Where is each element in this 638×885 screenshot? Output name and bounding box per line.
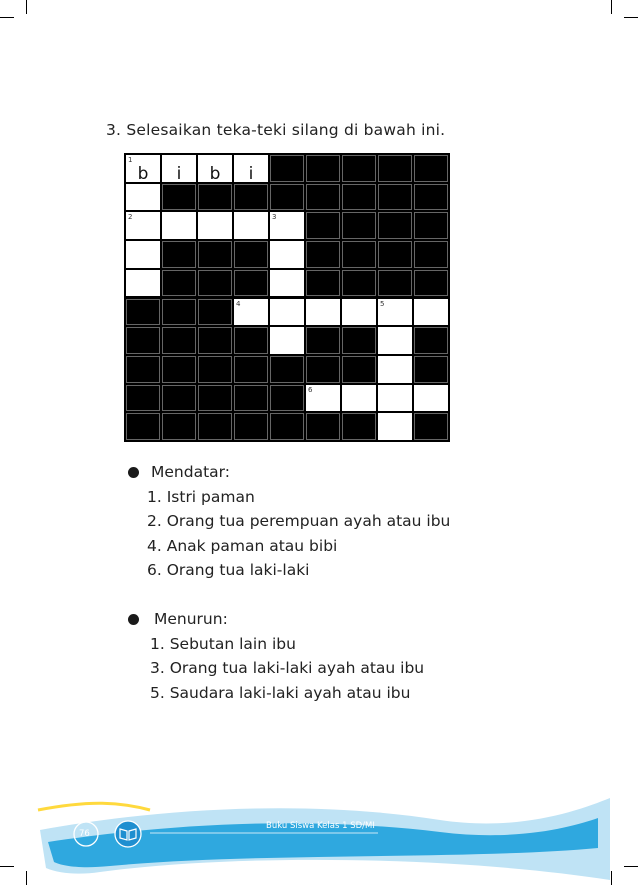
- crossword-block: [306, 270, 340, 297]
- crossword-grid: [124, 153, 450, 442]
- crossword-cell[interactable]: [234, 155, 268, 182]
- clue-number: 5: [380, 299, 385, 308]
- crossword-cell[interactable]: [126, 155, 160, 182]
- crossword-block: [162, 270, 196, 297]
- crossword-cell[interactable]: [378, 356, 412, 383]
- crossword-cell[interactable]: [162, 155, 196, 182]
- crossword-cell[interactable]: [378, 385, 412, 412]
- crossword-block: [198, 385, 232, 412]
- crossword-cell[interactable]: [270, 299, 304, 326]
- menurun-section: [128, 607, 424, 705]
- crossword-block: [198, 270, 232, 297]
- filled-letter: i: [176, 164, 182, 184]
- clue-number: 4: [236, 299, 241, 308]
- crossword-block: [306, 356, 340, 383]
- crossword-cell[interactable]: [414, 385, 448, 412]
- crossword-cell[interactable]: [198, 212, 232, 239]
- crossword-block: [270, 155, 304, 182]
- crossword-block: [270, 413, 304, 440]
- crossword-block: [342, 327, 376, 354]
- crossword-block: [414, 155, 448, 182]
- crossword-block: [126, 356, 160, 383]
- crossword-block: [414, 327, 448, 354]
- crossword-cell[interactable]: [342, 299, 376, 326]
- crossword-cell[interactable]: [378, 299, 412, 326]
- crossword-block: [378, 155, 412, 182]
- crossword-block: [306, 212, 340, 239]
- crossword-cell[interactable]: [162, 212, 196, 239]
- crossword-block: [270, 385, 304, 412]
- crossword-cell[interactable]: [126, 241, 160, 268]
- crossword-block: [414, 212, 448, 239]
- crossword-block: [378, 212, 412, 239]
- crossword-block: [198, 241, 232, 268]
- crossword-block: [162, 184, 196, 211]
- bullet-icon: [128, 467, 139, 478]
- crossword-block: [126, 413, 160, 440]
- book-icon: [115, 821, 141, 847]
- crossword-block: [342, 270, 376, 297]
- crossword-block: [306, 155, 340, 182]
- menurun-heading-row: [128, 607, 424, 632]
- crossword-cell[interactable]: [234, 212, 268, 239]
- crossword-block: [234, 184, 268, 211]
- crossword-block: [234, 413, 268, 440]
- crossword-block: [414, 270, 448, 297]
- crossword-block: [234, 241, 268, 268]
- clue-number: 2: [128, 213, 133, 222]
- crossword-block: [126, 327, 160, 354]
- page-number: 76: [79, 829, 90, 839]
- crossword-block: [234, 356, 268, 383]
- crop-mark-top-right-h: [624, 17, 638, 18]
- crossword-cell[interactable]: [306, 385, 340, 412]
- crossword-cell[interactable]: [414, 299, 448, 326]
- clue-number: 6: [308, 385, 313, 394]
- crossword-cell[interactable]: [342, 385, 376, 412]
- crossword-cell[interactable]: [306, 299, 340, 326]
- crossword-block: [198, 184, 232, 211]
- filled-letter: b: [209, 164, 221, 184]
- crop-mark-top-left-v: [26, 0, 27, 14]
- crossword-block: [126, 299, 160, 326]
- menurun-list: [128, 632, 424, 706]
- crossword-block: [270, 184, 304, 211]
- crossword-block: [162, 356, 196, 383]
- menurun-heading: Menurun:: [154, 610, 228, 628]
- clue-item: 5. Saudara laki-laki ayah atau ibu: [150, 683, 411, 702]
- crossword-block: [342, 184, 376, 211]
- clue-item: 6. Orang tua laki-laki: [147, 561, 310, 580]
- clue-item: 1. Sebutan lain ibu: [150, 634, 296, 653]
- crossword-block: [234, 270, 268, 297]
- crossword-cell[interactable]: [270, 241, 304, 268]
- crossword-block: [198, 299, 232, 326]
- crossword-block: [414, 241, 448, 268]
- filled-letter: i: [248, 164, 254, 184]
- crossword-block: [234, 385, 268, 412]
- crossword-cell[interactable]: [270, 270, 304, 297]
- mendatar-heading-row: [128, 460, 450, 485]
- crossword-block: [414, 356, 448, 383]
- mendatar-heading: Mendatar:: [151, 463, 230, 481]
- crossword-cell[interactable]: [126, 184, 160, 211]
- mendatar-list: [128, 485, 450, 583]
- crossword-block: [162, 385, 196, 412]
- mendatar-section: [128, 460, 450, 583]
- crossword-block: [162, 413, 196, 440]
- crossword-cell[interactable]: [378, 327, 412, 354]
- crossword-block: [342, 356, 376, 383]
- crossword-block: [342, 155, 376, 182]
- crossword-block: [378, 241, 412, 268]
- crossword-block: [306, 184, 340, 211]
- clue-number: 3: [272, 213, 277, 222]
- crossword-block: [198, 327, 232, 354]
- crossword-block: [162, 299, 196, 326]
- book-title: Buku Siswa Kelas 1 SD/MI: [266, 821, 375, 831]
- crossword-block: [234, 327, 268, 354]
- crossword-block: [414, 413, 448, 440]
- wave-yellow: [38, 803, 150, 810]
- crossword-block: [306, 327, 340, 354]
- crossword-block: [198, 413, 232, 440]
- crossword-block: [270, 356, 304, 383]
- crossword-cell[interactable]: [234, 299, 268, 326]
- clue-item: 1. Istri paman: [147, 487, 255, 506]
- crossword-block: [342, 241, 376, 268]
- crossword-block: [162, 241, 196, 268]
- crossword-block: [342, 413, 376, 440]
- clue-item: 2. Orang tua perempuan ayah atau ibu: [147, 512, 451, 531]
- crossword-cell[interactable]: [126, 270, 160, 297]
- crossword-cell[interactable]: [126, 212, 160, 239]
- crossword-cell[interactable]: [378, 413, 412, 440]
- crossword-block: [198, 356, 232, 383]
- clue-number: 1: [128, 156, 133, 164]
- crossword-cell[interactable]: [198, 155, 232, 182]
- crossword-block: [378, 270, 412, 297]
- crossword-block: [306, 241, 340, 268]
- clue-item: 3. Orang tua laki-laki ayah atau ibu: [150, 659, 425, 678]
- crossword-block: [342, 212, 376, 239]
- crop-mark-top-right-v: [611, 0, 612, 14]
- crop-mark-top-left-h: [0, 17, 14, 18]
- crossword-block: [378, 184, 412, 211]
- crossword-block: [126, 385, 160, 412]
- footer-wave: [0, 780, 638, 885]
- task-title: 3. Selesaikan teka-teki silang di bawah ini.: [106, 121, 446, 139]
- crossword-block: [306, 413, 340, 440]
- crossword-cell[interactable]: [270, 327, 304, 354]
- bullet-icon: [128, 614, 139, 625]
- filled-letter: b: [137, 164, 149, 184]
- crossword-block: [414, 184, 448, 211]
- crossword-block: [162, 327, 196, 354]
- clue-item: 4. Anak paman atau bibi: [147, 536, 338, 555]
- crossword-cell[interactable]: [270, 212, 304, 239]
